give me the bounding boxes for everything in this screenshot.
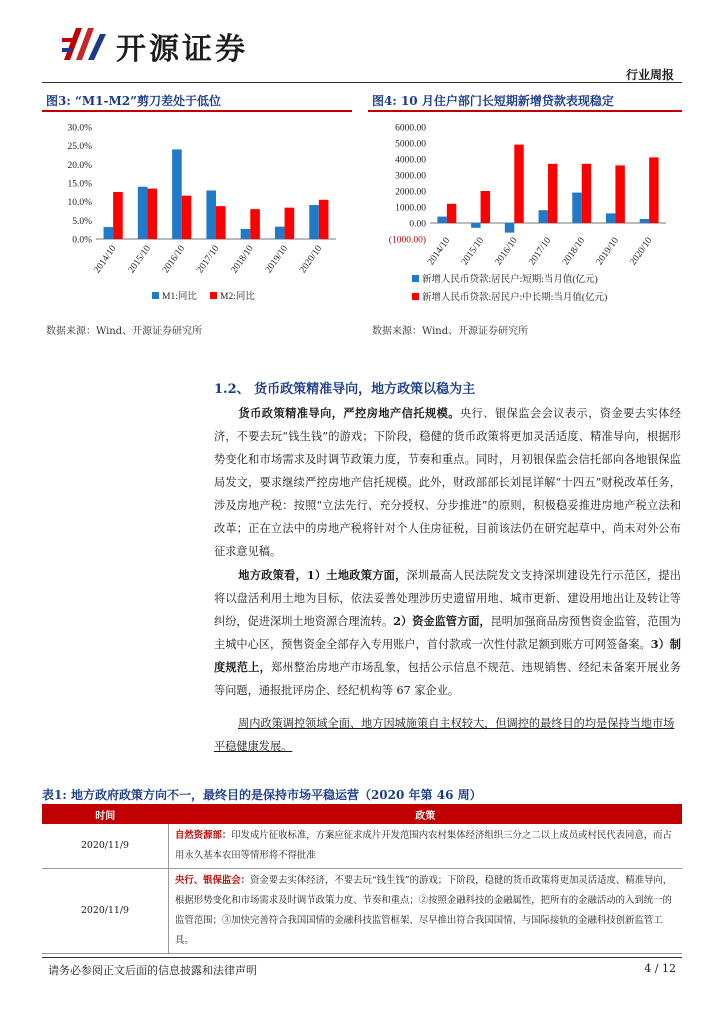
- bar-series1: [437, 217, 446, 223]
- paragraph-body: 央行、银保监会会议表示，资金要去实体经济，不要去玩“钱生钱”的游戏；下阶段，稳健的货币政策将更加灵活适度、精准导向，根据形势变化和市场需求及时调节政策力度，节奏和重点。同时，月初银保监会信托部向各地银保监局发文，要求继续严控房地产信托规模。此外，财政部部长刘昆详解“十四五”财税改革任务，涉及房地产税：按照“立法先行、充分授权、分步推进”的原则，积极稳妥推进房地产税立法和改革；正在立法中的房地产税将针对个人住房征税，目前该法仍在研究起草中，尚未对外公布征求意见稿。: [214, 407, 681, 558]
- row-agency: 自然资源部：: [175, 830, 232, 841]
- conclusion-text: 周内政策调控领域全面、地方因城施策自主权较大，但调控的最终目的均是保持当地市场平稳健康发展。: [214, 717, 675, 753]
- x-tick-label: 2016/10: [493, 235, 520, 268]
- x-tick-label: 2017/10: [195, 243, 222, 276]
- fund-supervision-text: 昆明加强商品房预售资金监管，范围为主城中心区，预售资金全部存入专用账户，首付款或一次性付款足额到账方可网签备案。: [214, 615, 681, 651]
- figure3-title-rule: [42, 110, 352, 112]
- bar-series1: [640, 219, 649, 223]
- row-policy: [169, 869, 683, 954]
- bar-series1: [275, 227, 285, 239]
- policy-table: [42, 804, 682, 954]
- y-tick-label: 25.0%: [67, 142, 92, 153]
- bar-series1: [241, 229, 251, 239]
- y-tick-label: 20.0%: [67, 160, 92, 171]
- x-tick-label: 2018/10: [229, 243, 256, 276]
- y-tick-label: 6000.00: [395, 123, 426, 134]
- fund-supervision-lead: 2）资金监管方面，: [393, 614, 491, 628]
- x-tick-label: 2019/10: [263, 243, 291, 276]
- y-tick-label: 2000.00: [395, 187, 426, 198]
- bar-series2: [147, 189, 157, 239]
- y-tick-label: 15.0%: [67, 179, 92, 190]
- row-policy: [169, 824, 683, 869]
- logo-mark-icon: [60, 20, 112, 68]
- bar-series2: [615, 165, 624, 223]
- figure4-title: 图4: 10 月住户部门长短期新增贷款表现稳定: [372, 94, 614, 108]
- x-tick-label: 2020/10: [628, 235, 655, 268]
- chart-household-loans: [368, 114, 682, 314]
- table-title: 表1: 地方政府政策方向不一，最终目的是保持市场平稳运营（2020 年第 46 周）: [42, 788, 482, 802]
- x-tick-label: 2016/10: [161, 243, 188, 276]
- page-number: 4 / 12: [644, 962, 676, 975]
- bar-series2: [285, 208, 295, 239]
- paragraph-monetary-policy: [214, 402, 681, 563]
- y-tick-label: 4000.00: [395, 155, 426, 166]
- row-text: 印发成片征收标准，方案应征求成片开发范围内农村集体经济组织三分之二以上成员或村民代表同意，而占用永久基本农田等情形将不得批准: [175, 830, 672, 861]
- regulation-lead: 3）制度规范上，: [214, 637, 681, 674]
- x-tick-label: 2014/10: [92, 243, 119, 276]
- x-tick-label: 2014/10: [426, 235, 453, 268]
- paragraph-lead: 货币政策精准导向，严控房地产信托规模。: [238, 406, 460, 420]
- bar-series1: [138, 187, 148, 239]
- col-time: 时间: [42, 804, 169, 824]
- bar-series1: [471, 223, 480, 228]
- footer-disclaimer: 请务必参阅正文后面的信息披露和法律声明: [48, 964, 257, 977]
- footer-divider: [42, 957, 682, 958]
- bar-series1: [572, 193, 581, 223]
- bar-series1: [606, 213, 615, 223]
- regulation-text: 郑州整治房地产市场乱象，包括公示信息不规范、违规销售、经纪未备案开展业务等问题，通报批评房企、经纪机构等 67 家企业。: [214, 661, 681, 697]
- legend-label: 新增人民币贷款:居民户:中长期:当月值(亿元): [422, 293, 608, 303]
- y-tick-label: 30.0%: [67, 123, 92, 134]
- legend-label: M2:同比: [220, 292, 255, 302]
- header-divider: [42, 82, 682, 83]
- bar-series1: [539, 210, 548, 223]
- bar-series2: [216, 206, 226, 239]
- figure4-chart: [368, 114, 682, 314]
- bar-series2: [514, 145, 523, 223]
- bar-series1: [172, 149, 182, 239]
- y-tick-label: 5.0%: [72, 216, 92, 227]
- x-tick-label: 2018/10: [561, 235, 588, 268]
- figure4-title-rule: [368, 110, 682, 112]
- bar-series2: [113, 192, 123, 239]
- table-header-row: [42, 804, 682, 824]
- bar-series2: [447, 204, 456, 223]
- row-agency: 央行、银保监会：: [175, 875, 251, 886]
- figure4-source: 数据来源：Wind、开源证券研究所: [372, 326, 529, 337]
- paragraph-conclusion: [214, 712, 681, 758]
- figure3-chart: [42, 114, 352, 314]
- row-text: 资金要去实体经济，不要去玩“钱生钱”的游戏；下阶段，稳健的货币政策将更加灵活适度、精准导向，根据形势变化和市场需求及时调节政策力度、节奏和重点；②按照金融科技的金融属性，把所有的金融活动的入到统一的监管范围；③加快完善符合我国国情的金融科技监管框架、尽早推出符合我国国情、与国际接轨的金融科技创新监管工具。: [175, 875, 673, 946]
- bar-series1: [505, 223, 514, 233]
- land-policy-text: 深圳最高人民法院发文支持深圳建设先行示范区，提出将以盘活利用土地为目标，依法妥善处理涉历史遗留用地、城市更新、建设用地出让及转让等纠纷，促进深圳土地资源合理流转。: [214, 569, 681, 628]
- logo-text: 开源证券: [116, 32, 248, 67]
- figure3-title: 图3: “M1-M2”剪刀差处于低位: [46, 94, 222, 108]
- legend-label: M1:同比: [162, 292, 197, 302]
- y-tick-label: 10.0%: [67, 198, 92, 209]
- y-tick-label: 0.00: [409, 219, 426, 230]
- x-tick-label: 2020/10: [298, 243, 325, 276]
- paragraph-lead: 地方政策看，1）土地政策方面，: [238, 568, 407, 582]
- table-row: [42, 869, 682, 954]
- legend-label: 新增人民币贷款:居民户:短期:当月值(亿元): [422, 275, 598, 285]
- bar-series1: [104, 227, 114, 239]
- report-type-tag: 行业周报: [625, 68, 674, 82]
- bar-series2: [481, 191, 490, 223]
- x-tick-label: 2019/10: [594, 235, 621, 268]
- section-title: 1.2、 货币政策精准导向，地方政策以稳为主: [214, 382, 476, 397]
- bar-series2: [649, 157, 658, 223]
- legend-swatch: [412, 293, 419, 300]
- chart-m1-m2: [42, 114, 352, 314]
- x-tick-label: 2017/10: [527, 235, 554, 268]
- row-date: 2020/11/9: [42, 824, 169, 869]
- bar-series1: [309, 205, 319, 239]
- bar-series2: [182, 196, 192, 239]
- table-row: [42, 824, 682, 869]
- paragraph-local-policy: [214, 564, 681, 702]
- bar-series1: [206, 190, 216, 239]
- bar-series2: [319, 200, 329, 239]
- y-tick-label: 1000.00: [395, 203, 426, 214]
- bar-series2: [548, 164, 557, 223]
- legend-swatch: [412, 275, 419, 282]
- legend-swatch: [152, 292, 159, 299]
- col-policy: 政策: [169, 804, 683, 824]
- y-tick-label: 5000.00: [395, 139, 426, 150]
- figure3-source: 数据来源：Wind、开源证券研究所: [46, 326, 203, 337]
- bar-series2: [250, 209, 260, 239]
- x-tick-label: 2015/10: [126, 243, 153, 276]
- y-tick-label: (1000.00): [388, 235, 426, 246]
- bar-series2: [582, 164, 591, 223]
- y-tick-label: 0.0%: [72, 235, 92, 246]
- x-tick-label: 2015/10: [459, 235, 487, 268]
- legend-swatch: [210, 292, 217, 299]
- row-date: 2020/11/9: [42, 869, 169, 954]
- y-tick-label: 3000.00: [395, 171, 426, 182]
